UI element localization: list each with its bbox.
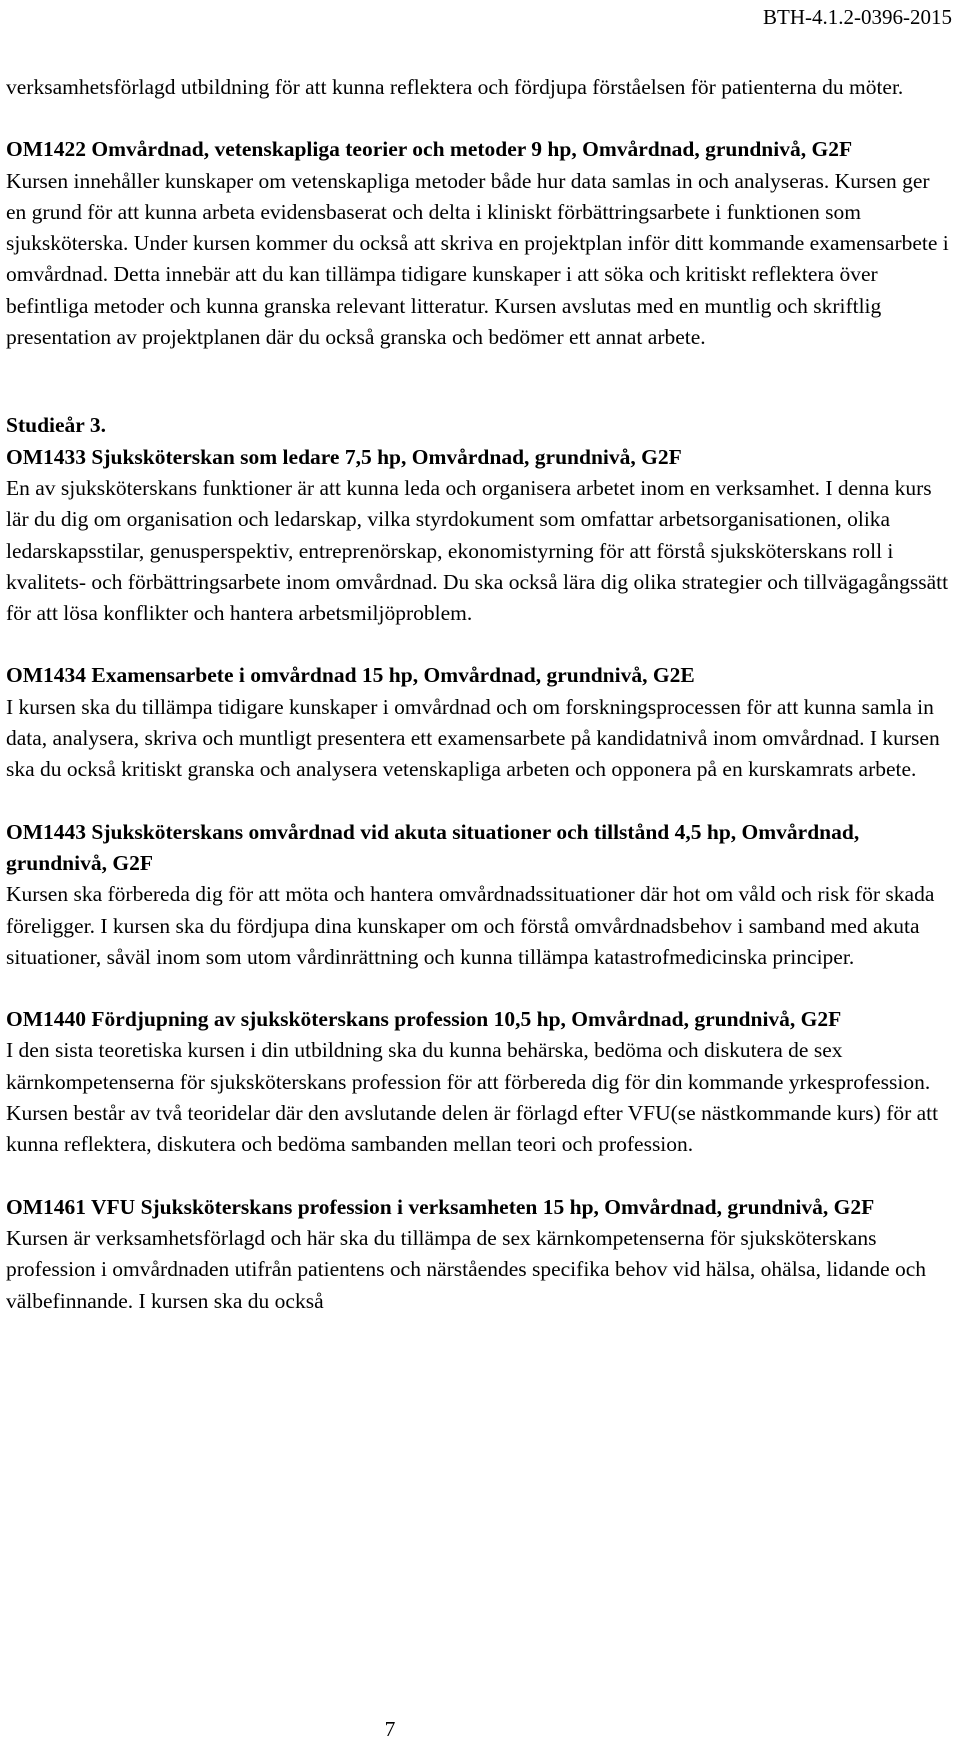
year3-section [6, 410, 951, 1316]
course-heading: OM1422 Omvårdnad, vetenskapliga teorier och metoder 9 hp, Omvårdnad, grundnivå, G2F [6, 137, 853, 162]
year-label: Studieår 3. [6, 413, 106, 438]
document-code: BTH-4.1.2-0396-2015 [763, 5, 952, 29]
course-description: Kursen är verksamhetsförlagd och här ska du tillämpa de sex kärnkompetenserna för sjuksköterskans profession i omvårdnaden utifrån patientens och närståendes specifika behov vid hälsa, ohälsa, lidande och välbefinnande. I kursen ska du också [6, 1225, 927, 1313]
intro-paragraph: verksamhetsförlagd utbildning för att kunna reflektera och fördjupa förståelsen för patienterna du möter. [6, 75, 904, 99]
course-om1443 [6, 817, 951, 973]
course-description: I den sista teoretiska kursen i din utbildning ska du kunna behärska, bedöma och diskutera de sex kärnkompetenserna för sjuksköterskans profession för att förbereda dig för din kommande yrkesprofession. Kursen består av två teoridelar där den avslutande delen är förlagd efter VFU(se nästkommande kurs) för att kunna reflektera, diskutera och bedöma sambanden mellan teori och profession. [6, 1038, 939, 1157]
page-number: 7 [384, 1717, 396, 1741]
course-heading: OM1443 Sjuksköterskans omvårdnad vid akuta situationer och tillstånd 4,5 hp, Omvårdnad, grundnivå, G2F [6, 819, 860, 875]
course-om1433 [6, 442, 951, 630]
course-heading: OM1434 Examensarbete i omvårdnad 15 hp, Omvårdnad, grundnivå, G2E [6, 663, 695, 688]
course-heading: OM1433 Sjuksköterskan som ledare 7,5 hp, Omvårdnad, grundnivå, G2F [6, 444, 682, 469]
course-description: I kursen ska du tillämpa tidigare kunskaper i omvårdnad och om forskningsprocessen för att kunna samla in data, analysera, skriva och muntligt presentera ett examensarbete på kandidatnivå inom omvårdnad. I kursen ska du också kritiskt granska och analysera vetenskapliga arbeten och opponera på en kurskamrats arbete. [6, 694, 940, 782]
course-description: Kursen innehåller kunskaper om vetenskapliga metoder både hur data samlas in och analyseras. Kursen ger en grund för att kunna arbeta evidensbaserat och delta i kliniskt förbättringsarbete i funktionen som sjuksköterska. Under kursen kommer du också att skriva en projektplan inför ditt kommande examensarbete i omvårdnad. Detta innebär att du kan tillämpa tidigare kunskaper i att söka och kritiskt reflektera över befintliga metoder och kunna granska relevant litteratur. Kursen avslutas med en muntlig och skriftlig presentation av projektplanen där du också granska och bedömer ett annat arbete. [6, 168, 949, 350]
course-om1440 [6, 1004, 951, 1160]
course-description: En av sjuksköterskans funktioner är att kunna leda och organisera arbetet inom en verksamhet. I denna kurs lär du dig om organisation och ledarskap, vilka styrdokument som omfattar arbetsorganisationen, olika ledarskapsstilar, genusperspektiv, entreprenörskap, ekonomistyrning för att förstå sjuksköterskans roll i kvalitets- och förbättringsarbete inom omvårdnad. Du ska också lära dig olika strategier och tillvägagångssätt för att lösa konflikter och hantera arbetsmiljöproblem. [6, 475, 949, 626]
course-heading: OM1461 VFU Sjuksköterskans profession i verksamheten 15 hp, Omvårdnad, grundnivå, G2F [6, 1194, 875, 1219]
course-om1461 [6, 1192, 951, 1317]
course-description: Kursen ska förbereda dig för att möta och hantera omvårdnadssituationer där hot om våld och risk för skada föreligger. I kursen ska du fördjupa dina kunskaper om och förstå omvårdnadsbehov i samband med akuta situationer, såväl inom som utom vårdinrättning och kunna tillämpa katastrofmedicinska principer. [6, 882, 935, 969]
course-om1422 [6, 134, 951, 353]
course-om1434 [6, 660, 951, 785]
page-content [6, 72, 951, 1317]
course-heading: OM1440 Fördjupning av sjuksköterskans profession 10,5 hp, Omvårdnad, grundnivå, G2F [6, 1007, 842, 1032]
